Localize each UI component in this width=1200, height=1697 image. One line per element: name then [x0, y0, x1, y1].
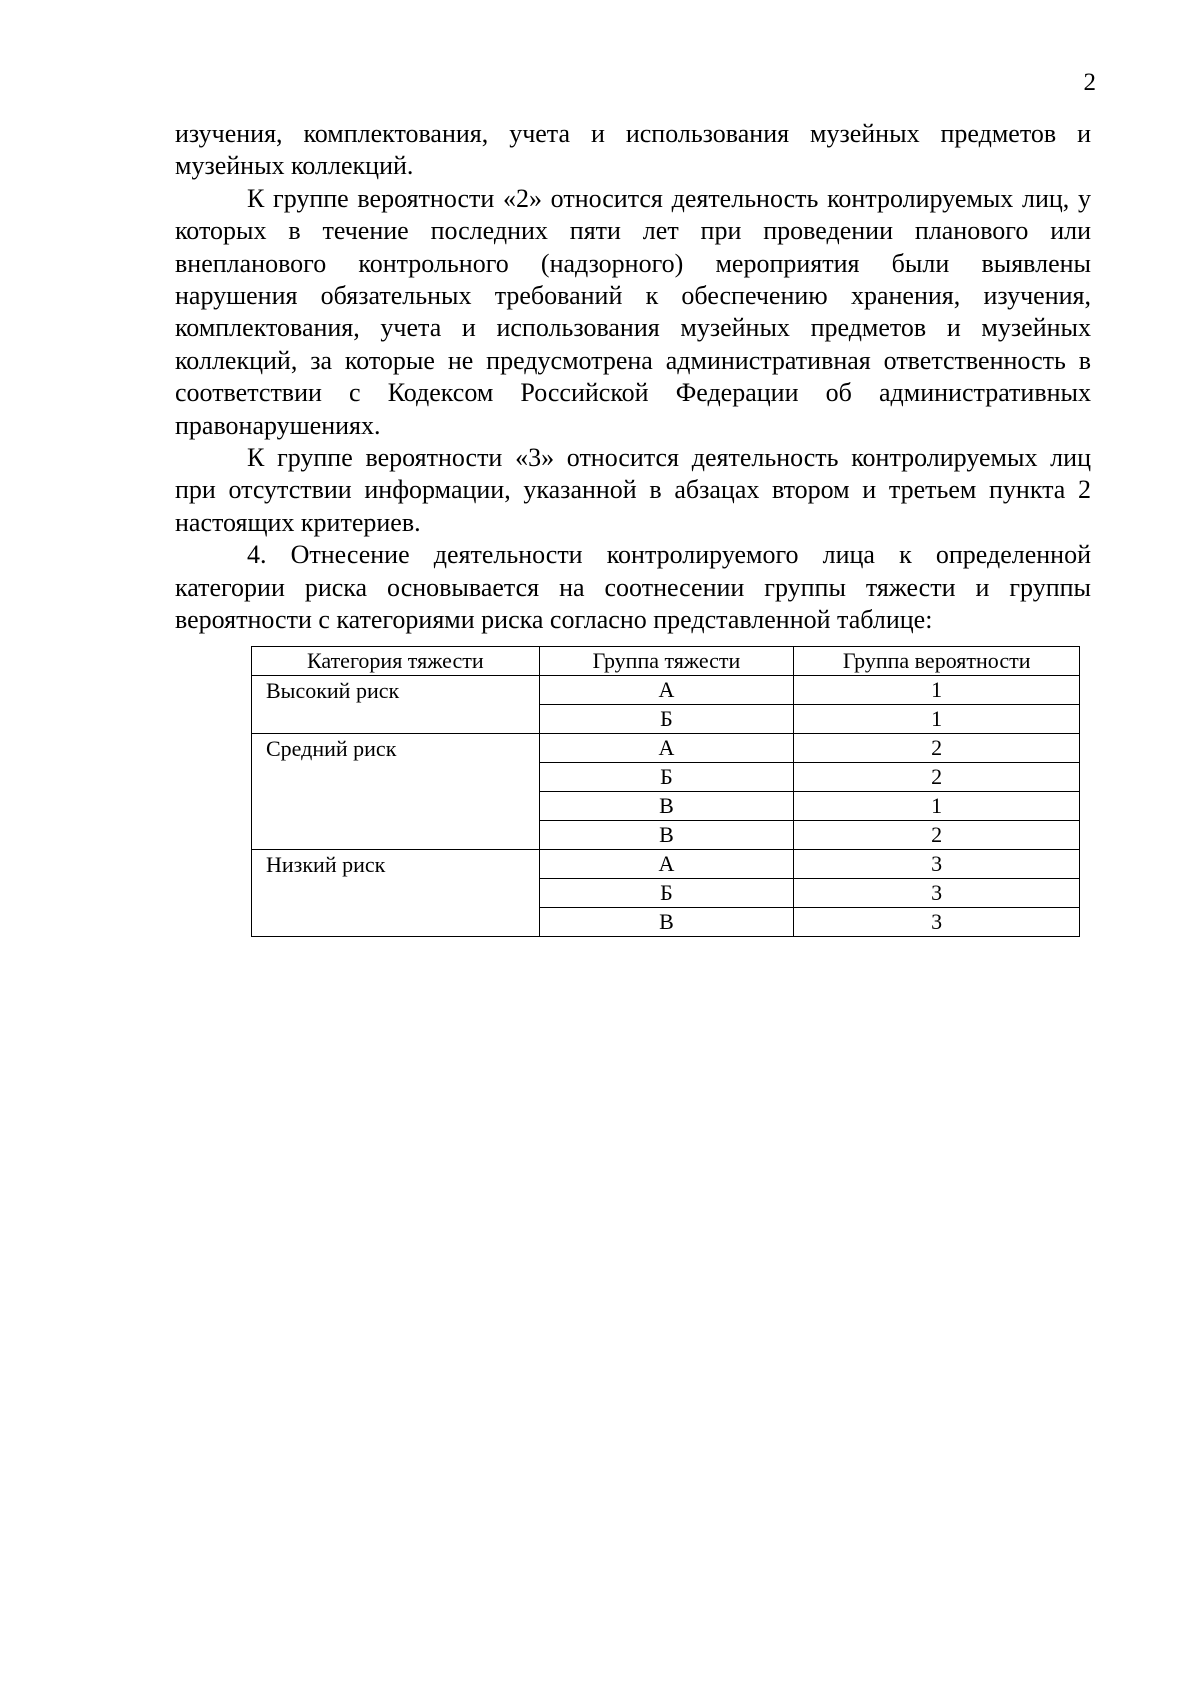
table-header-row	[252, 647, 1080, 676]
paragraph-item-4: 4. Отнесение деятельности контролируемого лица к определенной категории риска основывается на соотнесении группы тяжести и группы вероятности с категориями риска согласно представленной таблице:	[175, 540, 1091, 635]
table-row	[252, 734, 1080, 763]
probability-group-cell: 1	[794, 676, 1080, 705]
probability-group-cell: 2	[794, 821, 1080, 850]
table-row	[252, 850, 1080, 879]
document-body	[175, 118, 1091, 637]
severity-group-cell: Б	[539, 705, 794, 734]
severity-group-cell: Б	[539, 879, 794, 908]
severity-group-cell: В	[539, 908, 794, 937]
header-severity-group: Группа тяжести	[539, 647, 794, 676]
severity-group-cell: Б	[539, 763, 794, 792]
table-row	[252, 676, 1080, 705]
risk-category-cell: Средний риск	[252, 734, 540, 850]
probability-group-cell: 3	[794, 908, 1080, 937]
header-probability-group: Группа вероятности	[794, 647, 1080, 676]
paragraph-probability-group-2: К группе вероятности «2» относится деятельность контролируемых лиц, у которых в течение последних пяти лет при проведении планового или внепланового контрольного (надзорного) мероприятия были выявлены нарушения обязательных требований к обеспечению хранения, изучения, комплектования, учета и использования музейных предметов и музейных коллекций, за которые не предусмотрена административная ответственность в соответствии с Кодексом Российской Федерации об административных правонарушениях.	[175, 183, 1091, 440]
paragraph-probability-group-3: К группе вероятности «3» относится деятельность контролируемых лиц при отсутствии информации, указанной в абзацах втором и третьем пункта 2 настоящих критериев.	[175, 443, 1091, 537]
risk-category-cell: Низкий риск	[252, 850, 540, 937]
severity-group-cell: А	[539, 734, 794, 763]
probability-group-cell: 1	[794, 705, 1080, 734]
probability-group-cell: 1	[794, 792, 1080, 821]
header-severity-category: Категория тяжести	[252, 647, 540, 676]
probability-group-cell: 2	[794, 763, 1080, 792]
severity-group-cell: В	[539, 821, 794, 850]
probability-group-cell: 3	[794, 850, 1080, 879]
severity-group-cell: А	[539, 850, 794, 879]
risk-category-cell: Высокий риск	[252, 676, 540, 734]
probability-group-cell: 2	[794, 734, 1080, 763]
severity-group-cell: В	[539, 792, 794, 821]
paragraph-continuation: изучения, комплектования, учета и использования музейных предметов и музейных коллекций.	[175, 119, 1091, 181]
page-number: 2	[1083, 69, 1096, 96]
probability-group-cell: 3	[794, 879, 1080, 908]
severity-group-cell: А	[539, 676, 794, 705]
risk-category-table	[251, 646, 1080, 937]
